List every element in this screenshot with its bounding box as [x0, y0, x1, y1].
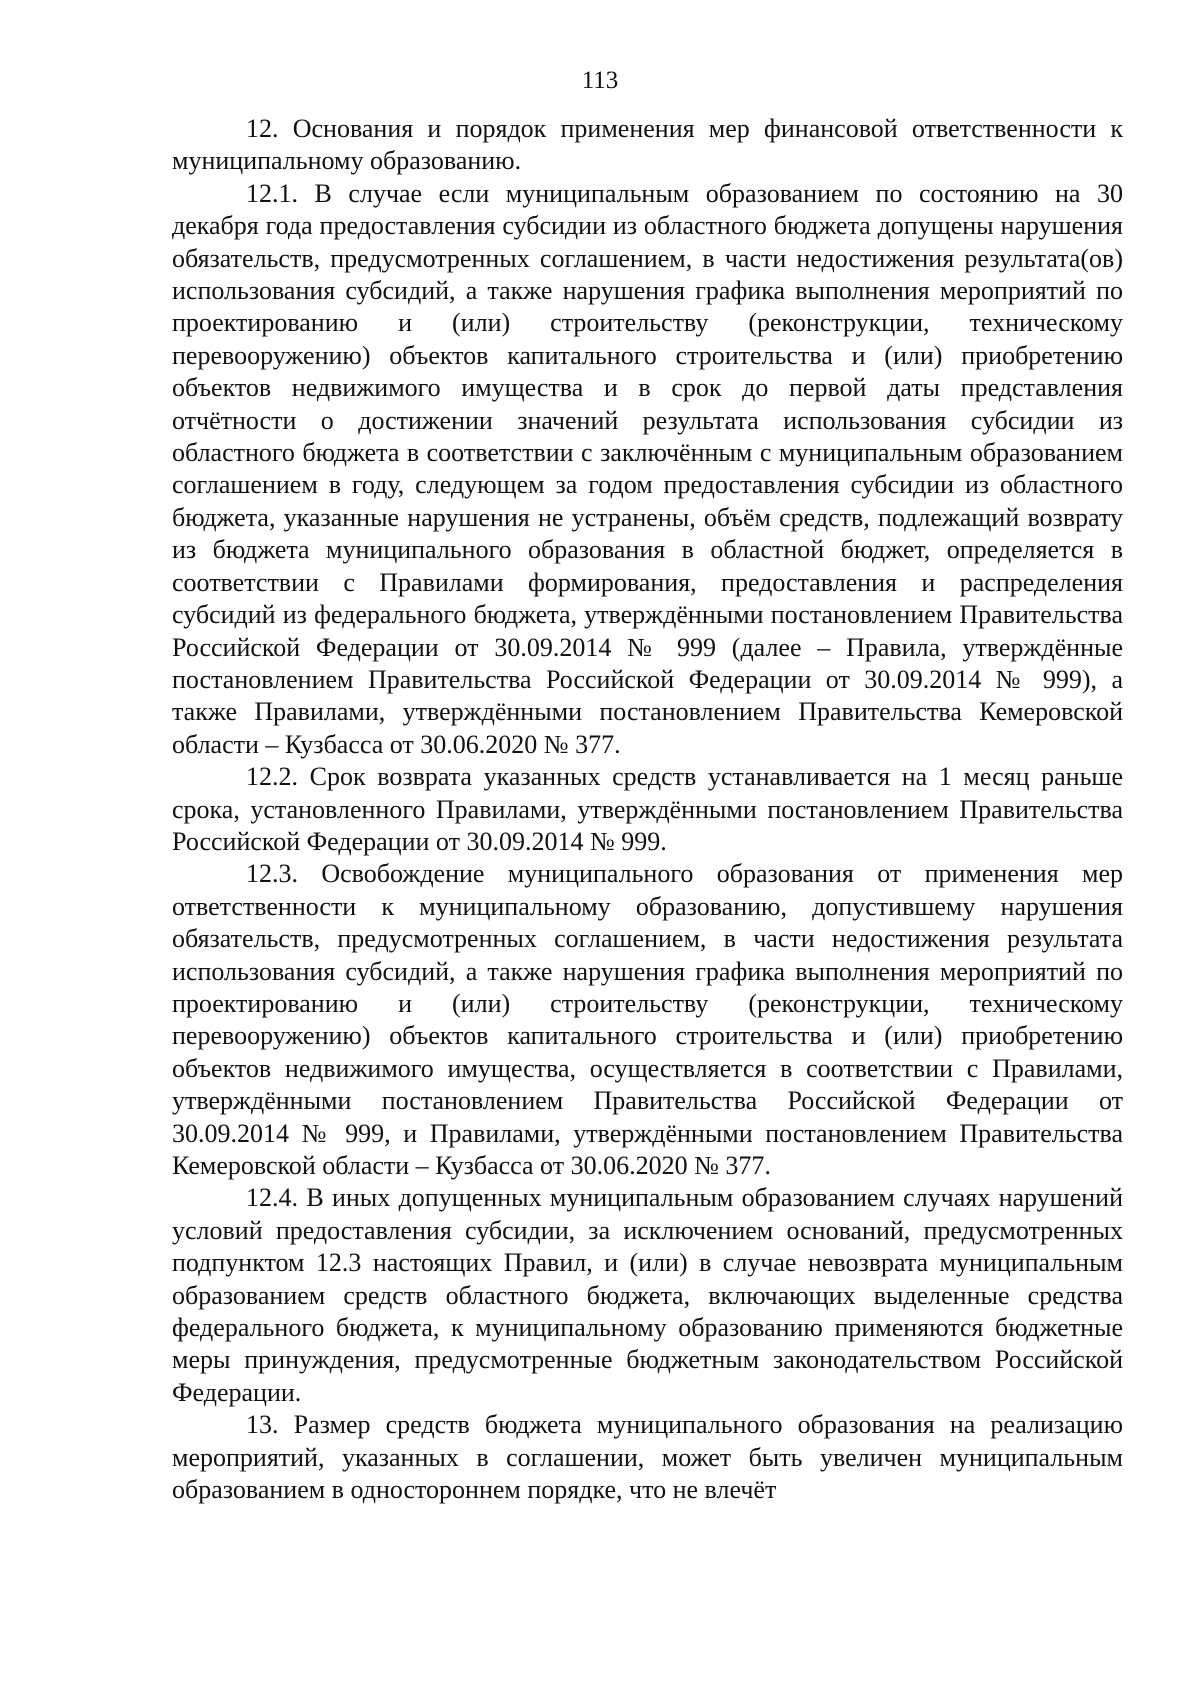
paragraph-12-1: 12.1. В случае если муниципальным образованием по состоянию на 30 декабря года предоставления субсидии из областного бюджета допущены нарушения обязательств, предусмотренных соглашением, в части недостижения результата(ов) использования субсидий, а также нарушения графика выполнения мероприятий по проектированию и (или) строительству (реконструкции, техническому перевооружению) объектов капитального строительства и (или) приобретению объектов недвижимого имущества и в срок до первой даты представления отчётности о достижении значений результата использования субсидии из областного бюджета в соответствии с заключённым с муниципальным образованием соглашением в году, следующем за годом предоставления субсидии из областного бюджета, указанные нарушения не устранены, объём средств, подлежащий возврату из бюджета муниципального образования в областной бюджет, определяется в соответствии с Правилами формирования, предоставления и распределения субсидий из федерального бюджета, утверждёнными постановлением Правительства Российской Федерации от 30.09.2014 № 999 (далее – Правила, утверждённые постановлением Правительства Российской Федерации от 30.09.2014 № 999), а также Правилами, утверждёнными постановлением Правительства Кемеровской области – Кузбасса от 30.06.2020 № 377. — [172, 178, 1123, 759]
paragraph-12-4: 12.4. В иных допущенных муниципальным образованием случаях нарушений условий предоставления субсидии, за исключением оснований, предусмотренных подпунктом 12.3 настоящих Правил, и (или) в случае невозврата муниципальным образованием средств областного бюджета, включающих выделенные средства федерального бюджета, к муниципальному образованию применяются бюджетные меры принуждения, предусмотренные бюджетным законодательством Российской Федерации. — [172, 1183, 1123, 1407]
paragraph-12-2: 12.2. Срок возврата указанных средств устанавливается на 1 месяц раньше срока, установленного Правилами, утверждёнными постановлением Правительства Российской Федерации от 30.09.2014 № 999. — [172, 762, 1123, 856]
document-body — [172, 113, 1123, 1506]
paragraph-12: 12. Основания и порядок применения мер финансовой ответственности к муниципальному образованию. — [172, 114, 1123, 176]
page-number: 113 — [581, 67, 619, 94]
paragraph-12-3: 12.3. Освобождение муниципального образования от применения мер ответственности к муниципальному образованию, допустившему нарушения обязательств, предусмотренных соглашением, в части недостижения результата использования субсидий, а также нарушения графика выполнения мероприятий по проектированию и (или) строительству (реконструкции, техническому перевооружению) объектов капитального строительства и (или) приобретению объектов недвижимого имущества, осуществляется в соответствии с Правилами, утверждёнными постановлением Правительства Российской Федерации от 30.09.2014 № 999, и Правилами, утверждёнными постановлением Правительства Кемеровской области – Кузбасса от 30.06.2020 № 377. — [172, 859, 1123, 1180]
paragraph-13: 13. Размер средств бюджета муниципального образования на реализацию мероприятий, указанных в соглашении, может быть увеличен муниципальным образованием в одностороннем порядке, что не влечёт — [172, 1410, 1123, 1505]
